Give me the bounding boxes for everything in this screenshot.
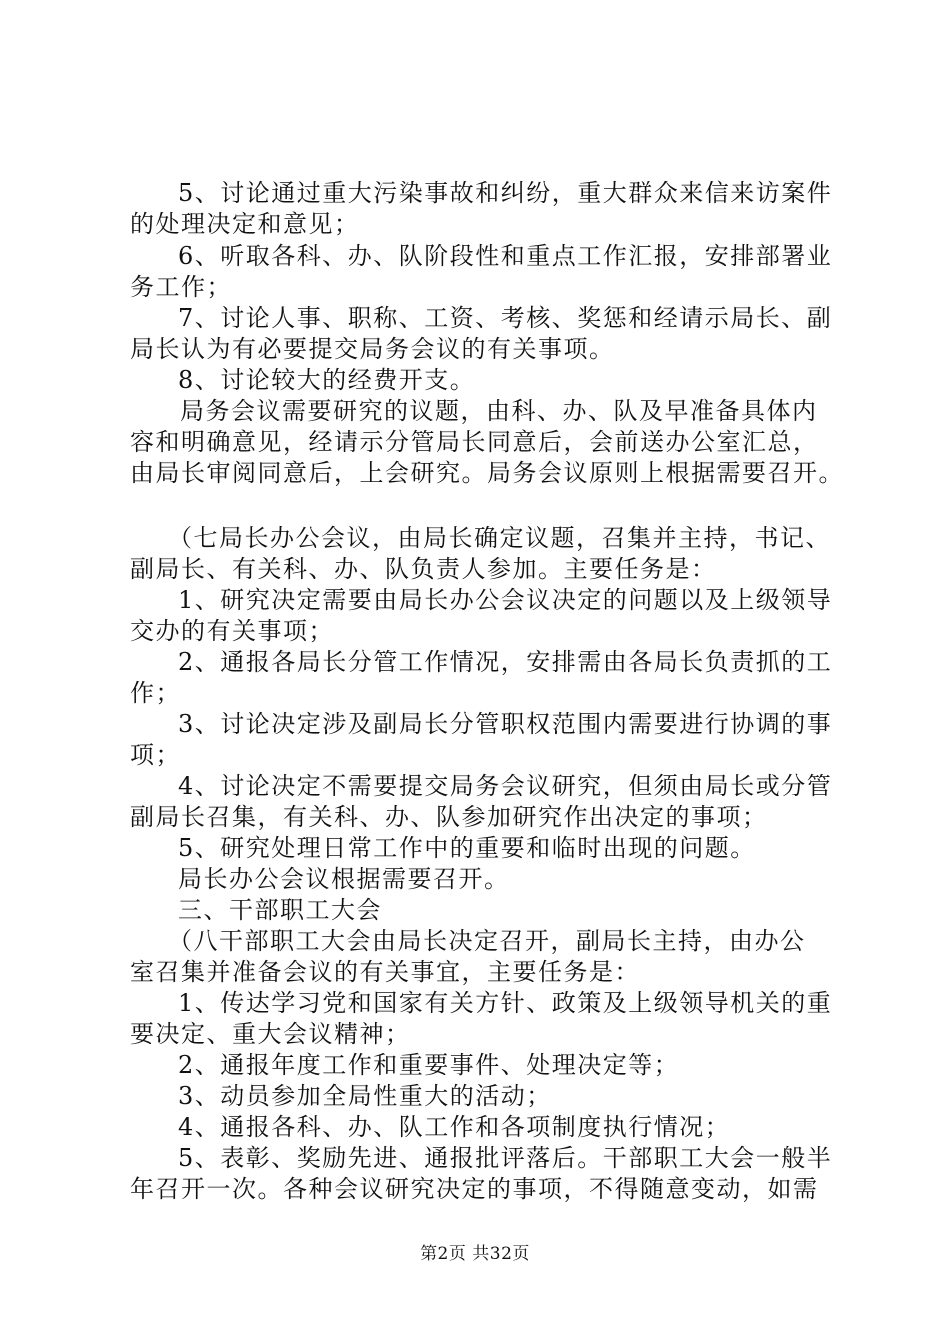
text-line: 要决定、重大会议精神； [130, 1020, 411, 1048]
text-line: 2、通报各局长分管工作情况，安排需由各局长负责抓的工 [178, 648, 833, 676]
text-line: 8、讨论较大的经费开支。 [178, 366, 476, 394]
text-line: 的处理决定和意见； [130, 210, 360, 238]
text-line: 作； [130, 679, 181, 707]
text-line: 由局长审阅同意后，上会研究。局务会议原则上根据需要召开。 [130, 459, 844, 487]
text-line: 副局长召集，有关科、办、队参加研究作出决定的事项； [130, 803, 768, 831]
text-line: 容和明确意见，经请示分管局长同意后，会前送办公室汇总， [130, 428, 819, 456]
text-line: 副局长、有关科、办、队负责人参加。主要任务是： [130, 555, 717, 583]
text-line: 1、传达学习党和国家有关方针、政策及上级领导机关的重 [178, 989, 833, 1017]
text-line: 5、讨论通过重大污染事故和纠纷，重大群众来信来访案件 [178, 179, 833, 207]
text-line: 3、讨论决定涉及副局长分管职权范围内需要进行协调的事 [178, 710, 833, 738]
text-line: 4、通报各科、办、队工作和各项制度执行情况； [178, 1113, 731, 1141]
text-line: 2、通报年度工作和重要事件、处理决定等； [178, 1051, 680, 1079]
text-line: 局长认为有必要提交局务会议的有关事项。 [130, 335, 615, 363]
text-line: 局长办公会议根据需要召开。 [178, 865, 510, 893]
text-line: 局务会议需要研究的议题，由科、办、队及早准备具体内 [180, 397, 818, 425]
text-line: 5、研究处理日常工作中的重要和临时出现的问题。 [178, 834, 756, 862]
text-line: 1、研究决定需要由局长办公会议决定的问题以及上级领导 [178, 586, 833, 614]
section-heading: 三、干部职工大会 [178, 896, 382, 924]
text-line: 室召集并准备会议的有关事宜，主要任务是： [130, 958, 640, 986]
text-line: 项； [130, 741, 181, 769]
text-line: 6、听取各科、办、队阶段性和重点工作汇报，安排部署业 [178, 242, 833, 270]
text-line: 3、动员参加全局性重大的活动； [178, 1082, 552, 1110]
text-line: 年召开一次。各种会议研究决定的事项，不得随意变动，如需 [130, 1175, 819, 1203]
text-line: 4、讨论决定不需要提交局务会议研究，但须由局长或分管 [178, 772, 833, 800]
text-line: 交办的有关事项； [130, 617, 334, 645]
text-line: （七局长办公会议，由局长确定议题，召集并主持，书记、 [168, 524, 831, 552]
text-line: 5、表彰、奖励先进、通报批评落后。干部职工大会一般半 [178, 1144, 833, 1172]
text-line: 务工作； [130, 273, 232, 301]
text-line: 7、讨论人事、职称、工资、考核、奖惩和经请示局长、副 [178, 304, 833, 332]
page-footer: 第2页 共32页 [420, 1244, 530, 1264]
text-line: （八干部职工大会由局长决定召开，副局长主持，由办公 [168, 927, 806, 955]
